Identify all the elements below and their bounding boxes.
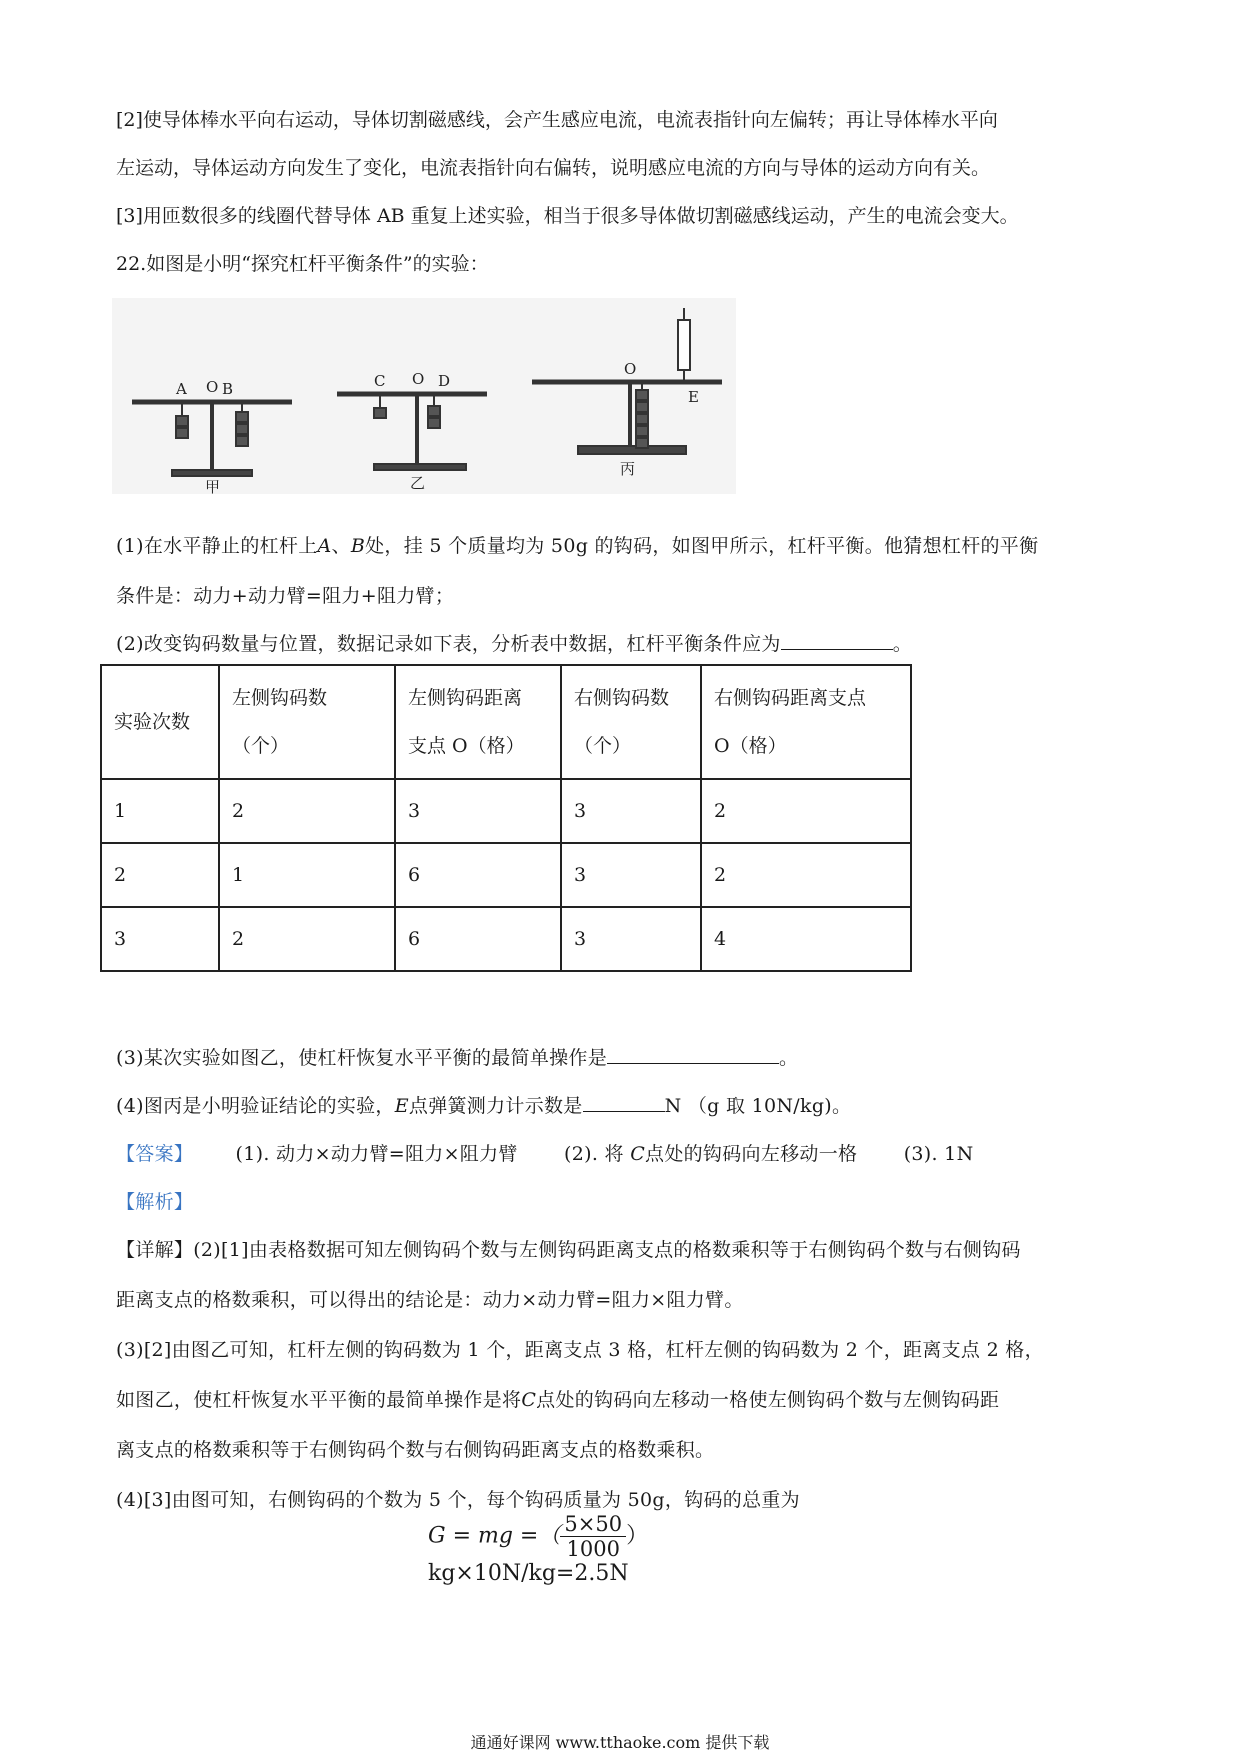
header-cell: 右侧钩码距离支点 O（格）	[701, 665, 911, 779]
table-cell: 2	[219, 907, 395, 971]
analysis-detail: 【详解】(2)[1]由表格数据可知左侧钩码个数与左侧钩码距离支点的格数乘积等于右侧钩码个数与右侧钩码 距离支点的格数乘积，可以得出的结论是：动力×动力臂=阻力×阻力臂。 (3)[2]由图乙可知，杠杆左侧的钩码数为 1 个，距离支点 3 格，杠杆左侧的钩码数为 2 个，距离支点 2 格， 如图乙，使杠杆恢复水平平衡的最简单操作是将C点处的钩码向左移动一格使左侧钩码个数与左侧钩码距 离支点的格数乘积等于右侧钩码个数与右侧钩码距离支点的格数乘积。 (4)[3]由图可知，右侧钩码的个数为 5 个，每个钩码质量为 50g，钩码的总重为	[116, 1239, 1044, 1511]
fraction: $\frac{5\times 50}{1000}$	[560, 1512, 626, 1561]
header-cell: 左侧钩码距离 支点 O（格）	[395, 665, 561, 779]
text-line: 左运动，导体运动方向发生了变化，电流表指针向右偏转，说明感应电流的方向与导体的运动方向有关。	[116, 157, 991, 179]
label-C: C	[374, 372, 386, 390]
table-cell: 2	[101, 843, 219, 907]
point-B: B	[350, 535, 366, 557]
table-header-row	[101, 665, 911, 779]
label-B: B	[222, 380, 234, 398]
question-title: 22.如图是小明“探究杠杆平衡条件”的实验：	[116, 253, 489, 275]
table-cell: 1	[101, 779, 219, 843]
answer-line: 【答案】 (1). 动力×动力臂=阻力×阻力臂 (2). 将 C点处的钩码向左移动一格 (3). 1N	[116, 1143, 974, 1165]
header-cell: 实验次数	[101, 665, 219, 779]
header-cell: 左侧钩码数 （个）	[219, 665, 395, 779]
table-cell: 3	[561, 779, 701, 843]
label-O: O	[412, 370, 425, 388]
label-A: A	[176, 380, 187, 398]
answer-tag: 【答案】	[116, 1143, 194, 1165]
question-3: (3)某次实验如图乙，使杠杆恢复水平平衡的最简单操作是 。	[116, 1033, 1136, 1083]
label-O: O	[624, 360, 637, 378]
table-cell: 3	[561, 907, 701, 971]
table-cell: 3	[395, 779, 561, 843]
label-jia: 甲	[205, 478, 221, 494]
answer-blank	[781, 629, 893, 650]
answer-blank	[583, 1091, 665, 1112]
table-row	[101, 843, 911, 907]
footer-text: 通通好课网 www.tthaoke.com 提供下载	[470, 1733, 770, 1752]
point-A: A	[317, 535, 332, 557]
table-cell: 2	[701, 779, 911, 843]
table-cell: 6	[395, 907, 561, 971]
question-4: (4)图丙是小明验证结论的实验，E点弹簧测力计示数是 N （g 取 10N/kg)。	[116, 1081, 1136, 1131]
weight-formula: G = mg =（ $\frac{5\times 50}{1000}$ ） kg×10N/kg=2.5N	[428, 1512, 649, 1586]
label-D: D	[438, 372, 451, 390]
table-cell: 2	[701, 843, 911, 907]
label-E: E	[688, 388, 699, 406]
lever-experiment-figure	[112, 298, 736, 494]
answer-blank	[607, 1043, 779, 1064]
table-cell: 4	[701, 907, 911, 971]
header-cell: 右侧钩码数 （个）	[561, 665, 701, 779]
table-cell: 3	[101, 907, 219, 971]
text-line: [3]用匝数很多的线圈代替导体 AB 重复上述实验，相当于很多导体做切割磁感线运动，产生的电流会变大。	[116, 205, 1019, 227]
label-bing: 丙	[620, 460, 636, 478]
table-cell: 3	[561, 843, 701, 907]
table-row	[101, 779, 911, 843]
table-cell: 1	[219, 843, 395, 907]
data-table	[100, 664, 912, 972]
label-O: O	[206, 378, 219, 396]
point-E: E	[394, 1095, 409, 1117]
table-row	[101, 907, 911, 971]
table-cell: 6	[395, 843, 561, 907]
text-line: [2]使导体棒水平向右运动，导体切割磁感线，会产生感应电流，电流表指针向左偏转；再让导体棒水平向	[116, 109, 998, 131]
label-yi: 乙	[410, 474, 426, 492]
table-cell: 2	[219, 779, 395, 843]
question-2: (2)改变钩码数量与位置，数据记录如下表，分析表中数据，杠杆平衡条件应为 。	[116, 619, 1136, 669]
question-1: (1)在水平静止的杠杆上A、B处，挂 5 个质量均为 50g 的钩码，如图甲所示，杠杆平衡。他猜想杠杆的平衡 条件是：动力+动力臂=阻力+阻力臂；	[116, 535, 1039, 607]
analysis-tag: 【解析】	[116, 1191, 194, 1213]
